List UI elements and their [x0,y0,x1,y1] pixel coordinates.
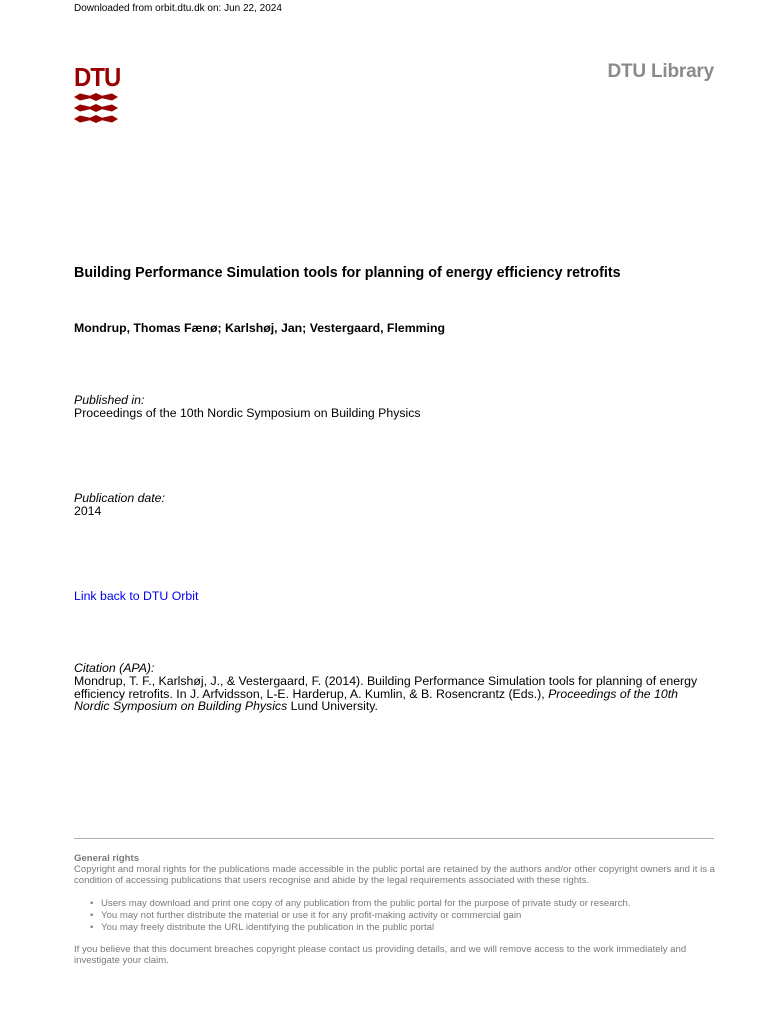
download-note: Downloaded from orbit.dtu.dk on: Jun 22, 2024 [74,3,282,14]
dtu-logo-text: DTU [74,62,121,92]
dtu-logo [74,62,121,126]
list-item: • You may freely distribute the URL identifying the publication in the public portal [90,922,719,934]
publication-date-section [74,492,714,518]
dtu-logo-waves-icon [74,93,118,125]
citation-text-after: Lund University. [287,699,378,713]
published-in-value: Proceedings of the 10th Nordic Symposium on Building Physics [74,406,421,420]
general-rights-closing: If you believe that this document breaches copyright please contact us providing details, and we will remove access to the work immediately and investigate your claim. [74,944,687,966]
list-item: • You may not further distribute the material or use it for any profit-making activity or commercial gain [90,910,719,922]
general-rights-list [74,898,719,934]
footer-divider [74,838,714,839]
published-in-section [74,394,714,420]
dtu-library-label: DTU Library [607,61,714,82]
list-item: • Users may download and print one copy of any publication from the public portal for the purpose of private study or research. [90,898,719,910]
citation-proceedings-title: Proceedings of the 10th Nordic Symposium on Building Physics [74,686,678,713]
paper-title: Building Performance Simulation tools for planning of energy efficiency retrofits [74,265,621,281]
citation-text-before: Mondrup, T. F., Karlshøj, J., & Vestergaard, F. (2014). Building Performance Simulation tools for planning of energy efficiency retrofits. In J. Arfvidsson, L-E. Harderup, A. Kumlin, & B. Rosencrantz (Eds.), [74,674,698,701]
citation-text [74,675,714,713]
citation-section [74,662,714,713]
general-rights-heading: General rights [74,853,140,864]
publication-date-value: 2014 [74,504,102,518]
paper-authors: Mondrup, Thomas Fænø; Karlshøj, Jan; Vestergaard, Flemming [74,321,446,335]
published-in-label: Published in: [74,393,145,407]
publication-date-label: Publication date: [74,491,165,505]
general-rights-intro: Copyright and moral rights for the publications made accessible in the public portal are retained by the authors and/or other copyright owners and it is a condition of accessing publications that users recognise and abide by the legal requirements associated with these rights. [74,864,716,886]
citation-label: Citation (APA): [74,661,155,675]
general-rights-section [74,853,719,966]
dtu-orbit-link[interactable]: Link back to DTU Orbit [74,589,199,603]
